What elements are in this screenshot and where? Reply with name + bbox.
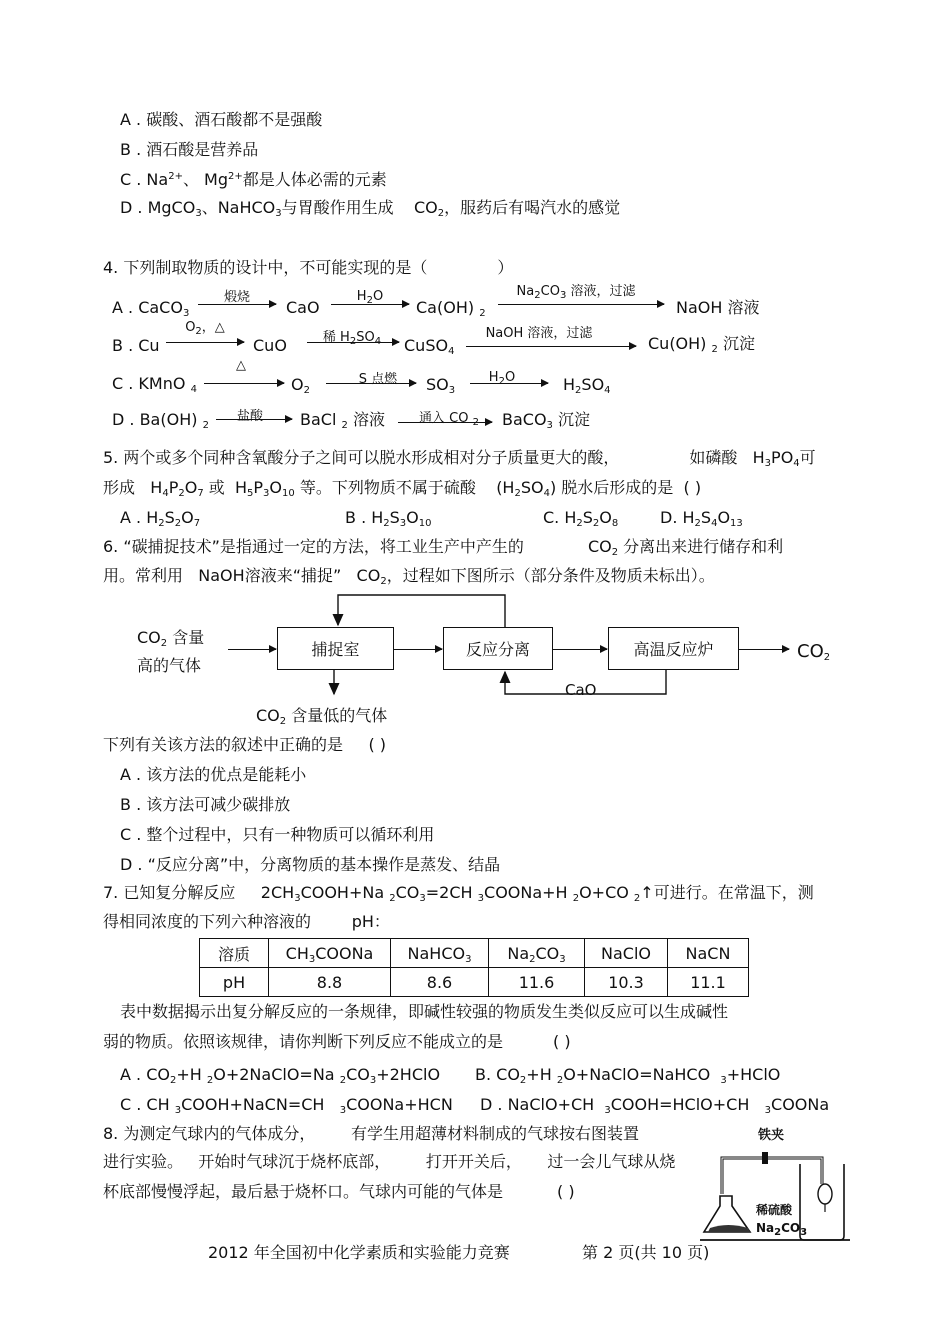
q6-line2: 用。常利用 NaOH溶液来“捕捉” $CO_2$，过程如下图所示（部分条件及物质未标出）。 xyxy=(103,566,715,587)
diagram-low-gas-label: $CO_2$ 含量低的气体 xyxy=(256,706,388,727)
footer-page-number: 第 2 页(共 10 页) xyxy=(582,1243,710,1262)
q7-desc1: 表中数据揭示出复分解反应的一条规律，即碱性较强的物质发生类似反应可以生成碱性 xyxy=(120,1002,729,1021)
table-header-cell: 溶质 xyxy=(200,939,269,968)
q4-c-mid2: $SO_3$ xyxy=(426,375,456,396)
table-row xyxy=(200,968,749,997)
apparatus-acid-label: 稀硫酸 xyxy=(756,1203,793,1217)
diagram-input-label-2: 高的气体 xyxy=(137,656,202,675)
q3-option-a: A . 碳酸、酒石酸都不是强酸 xyxy=(120,110,323,129)
q4-b-end: Cu(OH) $_2$ 沉淀 xyxy=(648,334,755,355)
table-header-cell: NaClO xyxy=(585,939,668,968)
q7-option-b: B. $CO_2+H$ $_2$O+NaClO=NaHCO $_3$+HClO xyxy=(475,1065,781,1086)
q4-a-mid2: Ca(OH) $_2$ xyxy=(416,298,486,319)
q6-option-d: D . “反应分离”中，分离物质的基本操作是蒸发、结晶 xyxy=(120,855,501,874)
q4-a-mid1: CaO xyxy=(286,298,320,317)
q3-option-b: B . 酒石酸是营养品 xyxy=(120,140,259,159)
q7-option-a: A . $CO_2+H$ $_2$O+2NaClO=Na $_2CO_3+2HClO$ xyxy=(120,1065,441,1086)
table-cell: 8.8 xyxy=(269,968,391,997)
q4-stem: 4. 下列制取物质的设计中，不可能实现的是（ ） xyxy=(103,258,514,277)
diagram-cao-label: CaO xyxy=(565,681,597,699)
q4-d-end: BaCO$_3$ 沉淀 xyxy=(502,410,591,431)
q3-option-c: C . $Na^{2+}$、 $Mg^{2+}$都是人体必需的元素 xyxy=(120,170,387,189)
q7-line2: 得相同浓度的下列六种溶液的 pH： xyxy=(103,912,390,931)
diagram-box-furnace: 高温反应炉 xyxy=(608,627,739,670)
table-header-cell: $Na_2CO_3$ xyxy=(489,939,585,968)
q6-option-a: A . 该方法的优点是能耗小 xyxy=(120,765,307,784)
q4-b-start: B . Cu xyxy=(112,336,160,355)
q7-option-d: D . NaClO+CH $_3$COOH=HClO+CH $_3$COONa xyxy=(480,1095,830,1116)
ph-table xyxy=(199,938,749,997)
q7-option-c: C . CH $_3$COOH+NaCN=CH $_3$COONa+HCN xyxy=(120,1095,453,1116)
q4-a-start: A . CaCO$_3$ xyxy=(112,298,190,319)
table-header-cell: $CH_3COONa$ xyxy=(269,939,391,968)
apparatus-clamp-label: 铁夹 xyxy=(758,1128,785,1143)
q4-b-mid2: CuSO$_4$ xyxy=(404,336,455,357)
q6-line1: 6. “碳捕捉技术”是指通过一定的方法，将工业生产中产生的 $CO_2$ 分离出来进行储存和利 xyxy=(103,537,784,558)
q4-b-arrow2-label: 稀 $H_2SO_4$ xyxy=(322,330,382,347)
diagram-box-capture-room: 捕捉室 xyxy=(277,627,394,670)
q4-c-mid1: $O_2$ xyxy=(291,375,310,396)
table-header-cell: NaHCO$_3$ xyxy=(391,939,489,968)
table-cell: 8.6 xyxy=(391,968,489,997)
footer-title: 2012 年全国初中化学素质和实验能力竞赛 xyxy=(208,1243,510,1262)
q6-stem: 下列有关该方法的叙述中正确的是 ( ) xyxy=(103,735,387,754)
diagram-input-label: $CO_2$ 含量 xyxy=(137,628,205,649)
q4-c-end: $H_2SO_4$ xyxy=(563,375,611,396)
q4-a-end: NaOH 溶液 xyxy=(676,298,760,317)
diagram-output-label: $CO_2$ xyxy=(797,641,831,663)
q4-c-arrow1-label: △ xyxy=(236,358,246,373)
q8-line1: 8. 为测定气球内的气体成分， 有学生用超薄材料制成的气球按右图装置 xyxy=(103,1124,639,1143)
q4-d-arrow1-label: 盐酸 xyxy=(236,409,263,424)
q4-a-arrow3-label: $Na_2CO_3$ 溶液，过滤 xyxy=(516,284,636,301)
q5-line1: 5. 两个或多个同种含氧酸分子之间可以脱水形成相对分子质量更大的酸， 如磷酸 $H_3PO_4$可 xyxy=(103,448,816,469)
q4-c-start: C . KMnO $_4$ xyxy=(112,374,197,395)
apparatus-salt-label: $Na_2CO_3$ xyxy=(756,1221,808,1238)
q5-option-a: A . $H_2S_2O_7$ xyxy=(120,508,201,529)
q3-option-d: D . MgCO$_3$、NaHCO$_3$与胃酸作用生成 $CO_2$，服药后有喝汽水的感觉 xyxy=(120,198,621,219)
table-cell: 10.3 xyxy=(585,968,668,997)
q5-line2: 形成 $H_4P_2O_7$ 或 $H_5P_3O_{10}$ 等。下列物质不属于硫酸 $(H_2SO_4)$ 脱水后形成的是 ( ) xyxy=(103,478,702,499)
table-cell: 11.6 xyxy=(489,968,585,997)
q5-option-c: C. $H_2S_2O_8$ xyxy=(543,508,619,529)
q8-line2: 进行实验。 开始时气球沉于烧杯底部， 打开开关后， 过一会儿气球从烧 xyxy=(103,1152,676,1171)
q4-d-arrow2-label: 通入 CO $_2$ xyxy=(419,411,479,428)
q7-desc2: 弱的物质。依照该规律，请你判断下列反应不能成立的是 ( ) xyxy=(103,1032,571,1051)
q4-c-arrow3-label: $H_2O$ xyxy=(488,370,516,387)
q8-apparatus-figure xyxy=(700,1128,850,1248)
q4-b-arrow1-label: $O_2$，△ xyxy=(185,320,225,337)
q6-option-c: C . 整个过程中，只有一种物质可以循环利用 xyxy=(120,825,435,844)
q4-a-arrow2-label: $H_2O$ xyxy=(356,289,384,306)
q4-b-mid1: CuO xyxy=(253,336,287,355)
table-header-cell: NaCN xyxy=(668,939,749,968)
q4-d-mid1: BaCl $_2$ 溶液 xyxy=(300,410,385,431)
diagram-loop-top xyxy=(338,595,505,627)
q5-option-b: B . $H_2S_3O_{10}$ xyxy=(345,508,432,529)
q4-a-arrow1-label: 煅烧 xyxy=(223,290,250,305)
table-cell: pH xyxy=(200,968,269,997)
q5-option-d: D. $H_2S_4O_{13}$ xyxy=(660,508,743,529)
q8-line3: 杯底部慢慢浮起，最后悬于烧杯口。气球内可能的气体是 ( ) xyxy=(103,1182,575,1201)
q7-line1: 7. 已知复分解反应 $2CH_3COOH+Na$ $_2CO_3=2CH$ $_3$COONa+H $_2$O+CO $_2$↑可进行。在常温下，测 xyxy=(103,883,814,904)
table-row xyxy=(200,939,749,968)
q6-option-b: B . 该方法可减少碳排放 xyxy=(120,795,291,814)
diagram-box-reaction-separation: 反应分离 xyxy=(443,627,553,670)
q4-b-arrow3-label: NaOH 溶液，过滤 xyxy=(485,326,593,341)
q4-c-arrow2-label: S 点燃 xyxy=(358,372,398,387)
table-cell: 11.1 xyxy=(668,968,749,997)
q4-d-start: D . Ba(OH) $_2$ xyxy=(112,410,209,431)
